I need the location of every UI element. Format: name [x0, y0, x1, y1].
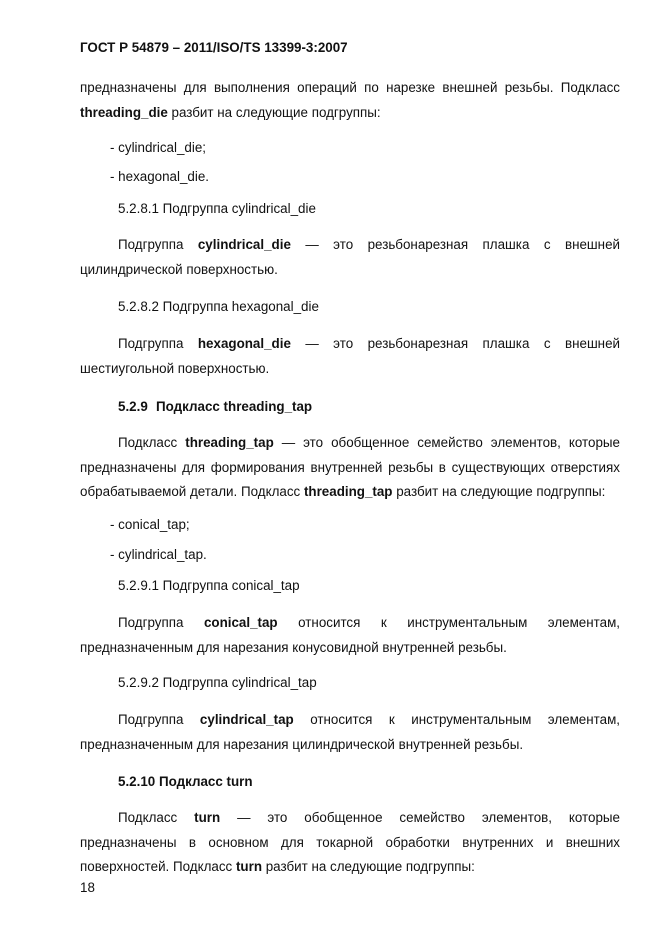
- paragraph-text: разбит на следующие подгруппы:: [167, 104, 381, 120]
- term-cylindrical-die: cylindrical_die: [197, 237, 291, 252]
- paragraph-text: Подгруппа: [118, 615, 204, 630]
- paragraph-conical-tap: [80, 611, 620, 660]
- term-threading-die: threading_die: [80, 104, 168, 120]
- subsection-heading-5292: 5.2.9.2 Подгруппа cylindrical_tap: [118, 675, 317, 690]
- list-item: - hexagonal_die.: [110, 169, 210, 184]
- paragraph-text: Подкласс: [118, 810, 195, 825]
- term-conical-tap: conical_tap: [203, 615, 278, 630]
- list-item: - conical_tap;: [110, 517, 190, 532]
- section-number: 5.2.9: [118, 399, 148, 414]
- paragraph-text: — это резьбонарезная плашка с внешней шестиугольной поверхностью.: [80, 336, 621, 376]
- subsection-heading-5291: 5.2.9.1 Подгруппа conical_tap: [118, 578, 300, 593]
- paragraph-text: Подгруппа: [118, 336, 198, 351]
- term-turn: turn: [194, 810, 221, 825]
- paragraph-text: — это обобщенное семейство элементов, которые предназначены для формирования внутренней резьбы в существующих отверстиях обрабатываемой детали. Подкласс: [80, 435, 620, 499]
- paragraph-text: Подгруппа: [118, 237, 198, 252]
- paragraph-text: Подкласс: [118, 435, 186, 450]
- term-turn: turn: [235, 859, 262, 874]
- section-heading-529: [118, 397, 312, 417]
- paragraph-text: — это резьбонарезная плашка с внешней цилиндрической поверхностью.: [80, 237, 620, 277]
- subsection-heading-5282: 5.2.8.2 Подгруппа hexagonal_die: [118, 299, 319, 314]
- paragraph-cylindrical-die: [80, 233, 620, 282]
- paragraph-text: разбит на следующие подгруппы:: [392, 484, 606, 499]
- paragraph-cylindrical-tap: [80, 708, 620, 757]
- section-heading-5210: 5.2.10 Подкласс turn: [118, 774, 253, 789]
- subsection-heading-5281: 5.2.8.1 Подгруппа cylindrical_die: [118, 201, 316, 216]
- paragraph-text: Подгруппа: [118, 712, 200, 727]
- paragraph-line: предназначены для выполнения операций по нарезке внешней резьбы. Подкласс: [80, 80, 620, 95]
- paragraph-text: разбит на следующие подгруппы:: [262, 859, 475, 874]
- page-number: 18: [80, 880, 95, 895]
- section-title: Подкласс threading_tap: [156, 399, 313, 414]
- list-item: - cylindrical_tap.: [110, 547, 207, 562]
- term-hexagonal-die: hexagonal_die: [197, 336, 291, 351]
- term-cylindrical-tap: cylindrical_tap: [199, 712, 294, 727]
- term-threading-tap: threading_tap: [185, 435, 274, 450]
- paragraph-text: относится к инструментальным элементам, предназначенным для нарезания конусовидной внутренней резьбы.: [80, 615, 621, 655]
- paragraph-hexagonal-die: [80, 332, 620, 381]
- paragraph-threading-die-intro: [80, 76, 620, 125]
- paragraph-text: относится к инструментальным элементам, предназначенным для нарезания цилиндрической внутренней резьбы.: [80, 712, 621, 752]
- paragraph-threading-tap: [80, 431, 620, 505]
- paragraph-text: — это обобщенное семейство элементов, которые предназначены в основном для токарной обработки внутренних и внешних поверхностей. Подкласс: [80, 810, 620, 874]
- document-header: ГОСТ Р 54879 – 2011/ISO/TS 13399-3:2007: [80, 40, 348, 55]
- list-item: - cylindrical_die;: [110, 140, 207, 155]
- paragraph-turn: [80, 806, 620, 880]
- term-threading-tap: threading_tap: [303, 484, 393, 499]
